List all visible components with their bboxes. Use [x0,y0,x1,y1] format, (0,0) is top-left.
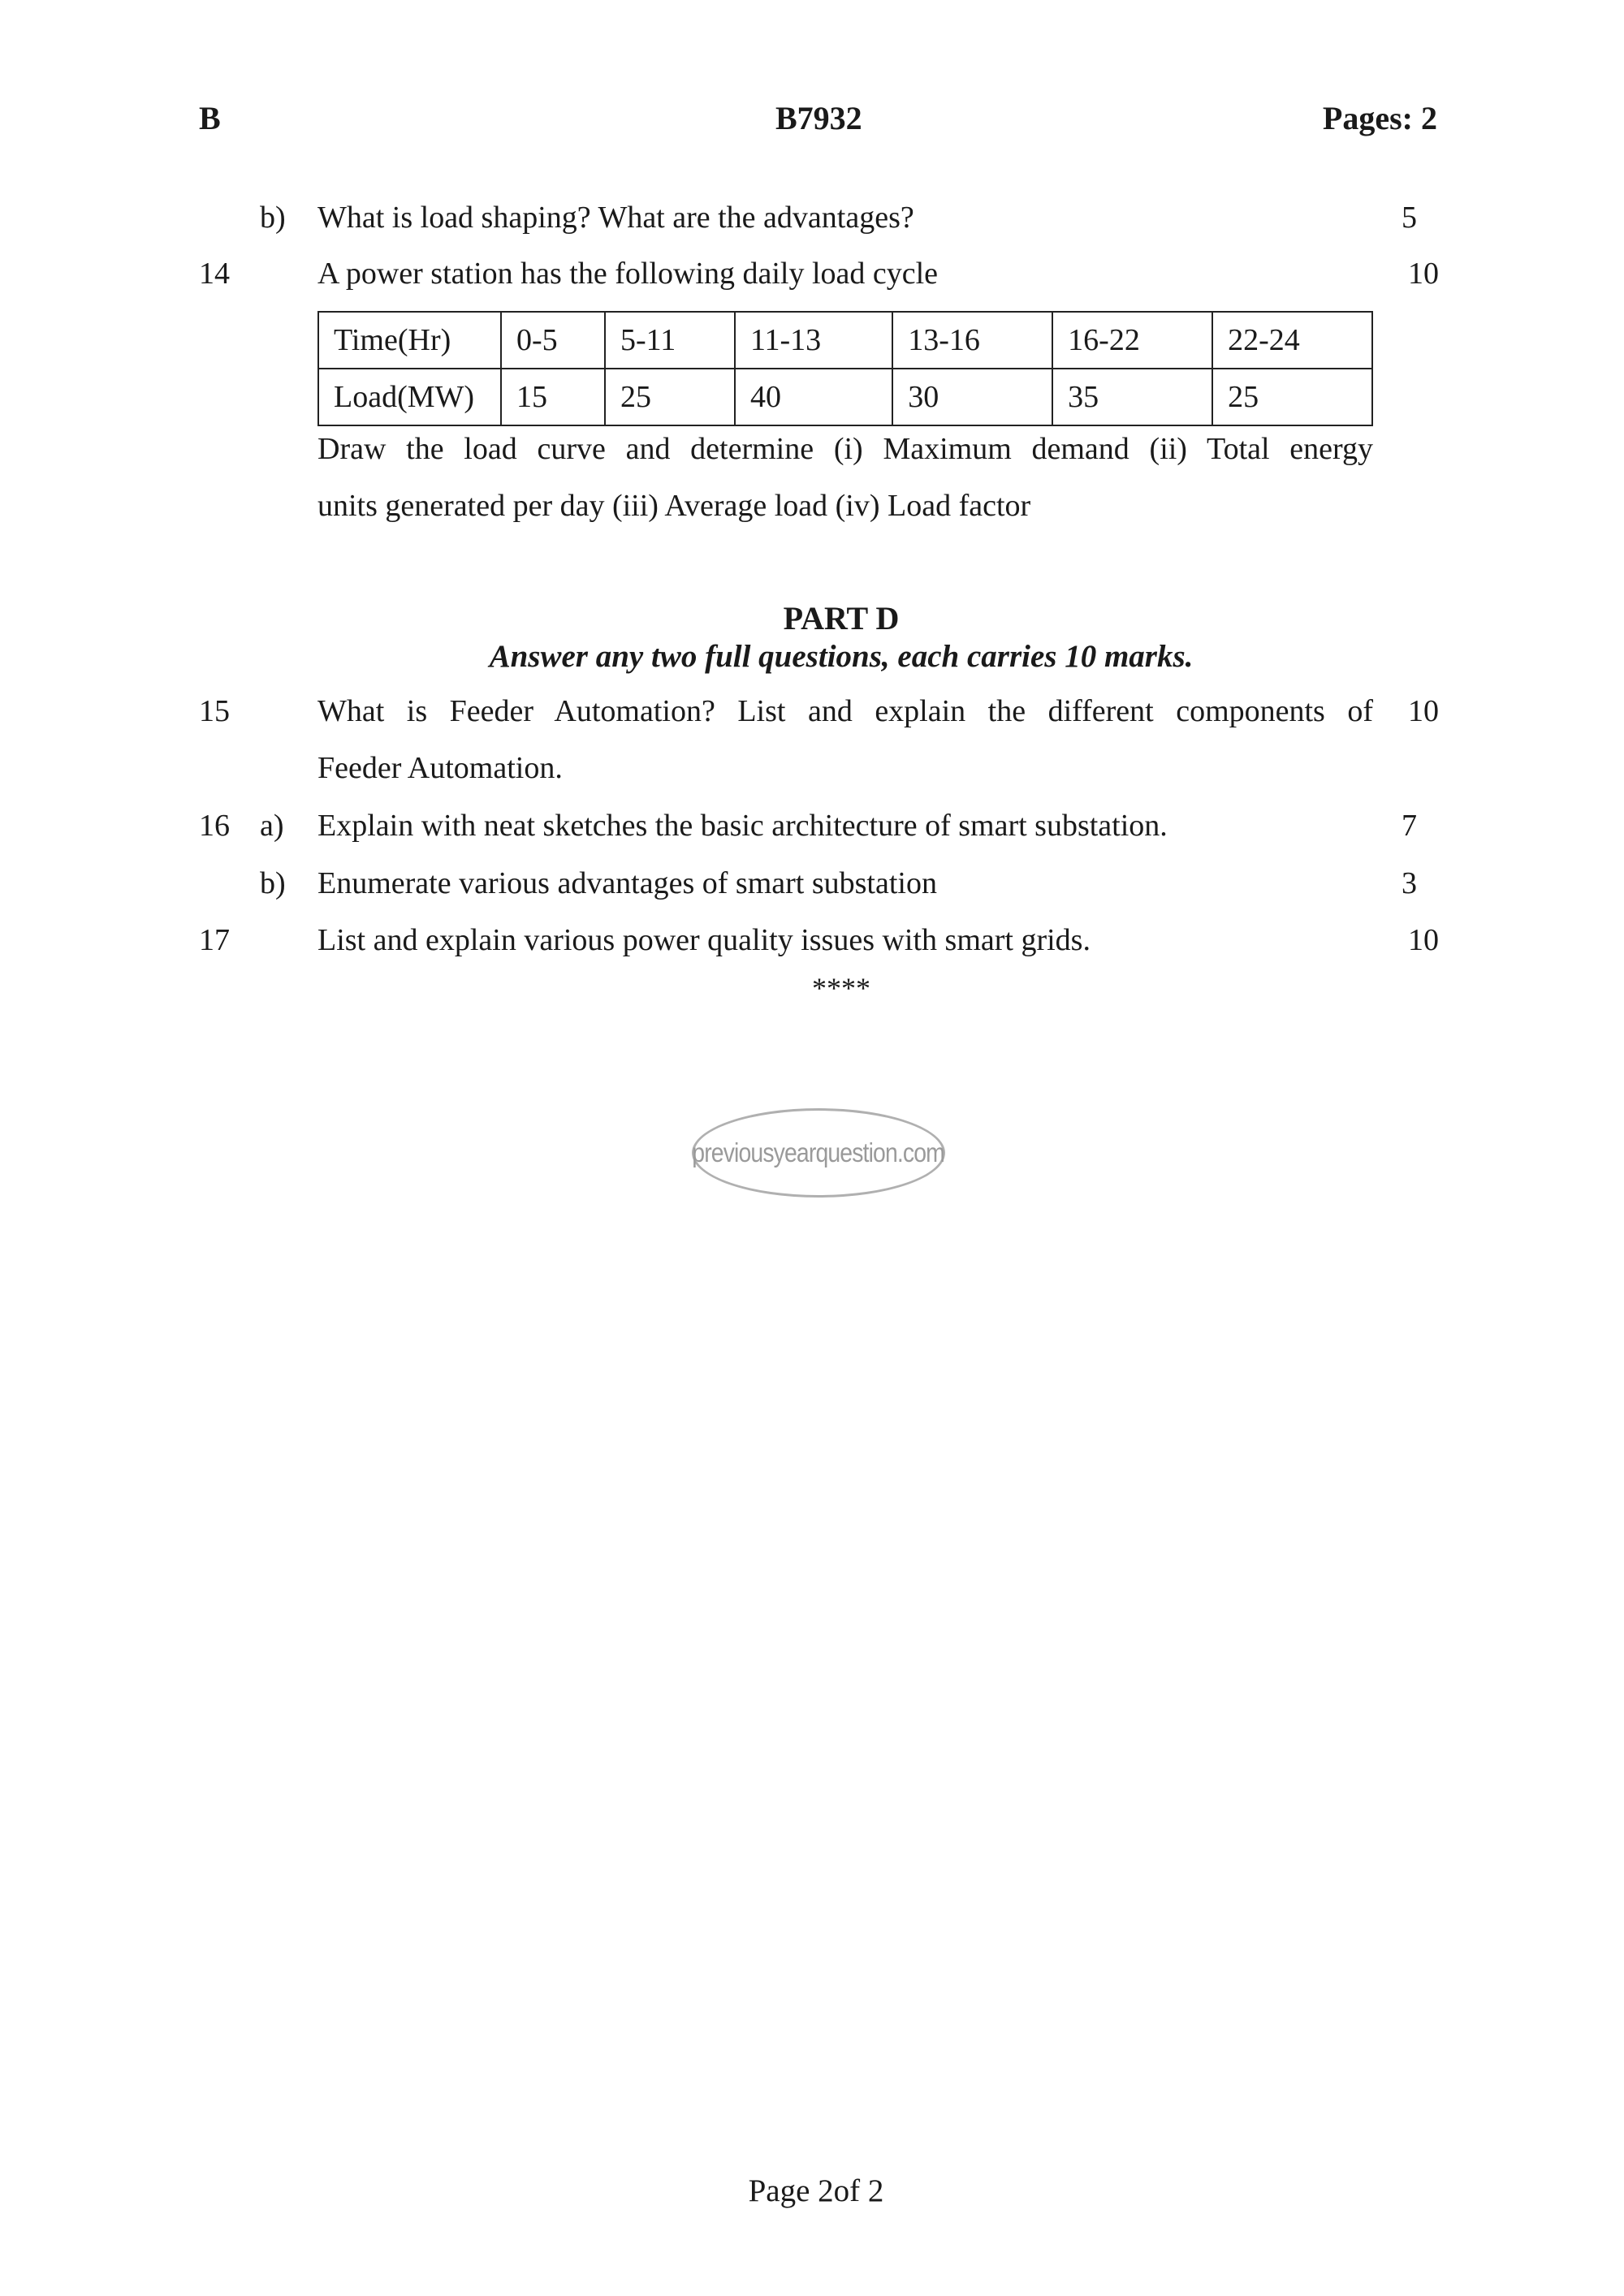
table-cell-load: 40 [735,369,892,425]
q15-number: 15 [199,694,230,728]
q16b-marks: 3 [1402,866,1417,900]
table-cell-load: 35 [1052,369,1212,425]
end-of-paper-mark: **** [812,972,870,1004]
q16a-label: a) [260,809,284,843]
watermark-logo [692,1108,945,1198]
q13b-marks: 5 [1402,201,1417,235]
table-row-time [318,312,1372,369]
exam-code: B7932 [775,100,862,136]
page-count: Pages: 2 [1322,100,1437,136]
q13b-label: b) [260,201,286,235]
q13b-text: What is load shaping? What are the advantages? [317,201,914,235]
q16a-marks: 7 [1402,809,1417,843]
table-cell-load: 25 [1212,369,1372,425]
q14-intro: A power station has the following daily load cycle [317,257,939,291]
q16b-text: Enumerate various advantages of smart substation [317,866,937,900]
table-row-head-load: Load(MW) [318,369,501,425]
part-d-instruction: Answer any two full questions, each carries 10 marks. [489,639,1194,674]
q15-marks: 10 [1408,694,1439,728]
q15-text-line2: Feeder Automation. [317,751,563,785]
table-cell-time: 22-24 [1212,312,1372,369]
table-cell-load: 25 [605,369,735,425]
watermark-text: previousyearquestion.com [692,1137,945,1167]
table-row-head-time: Time(Hr) [318,312,501,369]
q15-text-line1: What is Feeder Automation? List and explain the different components of [317,694,1373,728]
table-cell-load: 15 [501,369,605,425]
load-cycle-table [317,311,1373,426]
table-cell-time: 16-22 [1052,312,1212,369]
q17-number: 17 [199,923,230,957]
exam-set-label: B [199,100,221,136]
table-cell-load: 30 [892,369,1052,425]
q17-text: List and explain various power quality issues with smart grids. [317,923,1091,957]
table-cell-time: 13-16 [892,312,1052,369]
q17-marks: 10 [1408,923,1439,957]
table-cell-time: 11-13 [735,312,892,369]
q16-number: 16 [199,809,230,843]
q14-number: 14 [199,257,230,291]
table-cell-time: 5-11 [605,312,735,369]
q14-marks: 10 [1408,257,1439,291]
q16a-text: Explain with neat sketches the basic architecture of smart substation. [317,809,1168,843]
q14-text-line2: units generated per day (iii) Average load (iv) Load factor [317,489,1031,523]
q14-text-line1: Draw the load curve and determine (i) Maximum demand (ii) Total energy [317,432,1373,466]
page-footer: Page 2of 2 [748,2173,884,2208]
part-d-title: PART D [783,600,900,637]
table-cell-time: 0-5 [501,312,605,369]
q16b-label: b) [260,866,286,900]
table-row-load [318,369,1372,425]
